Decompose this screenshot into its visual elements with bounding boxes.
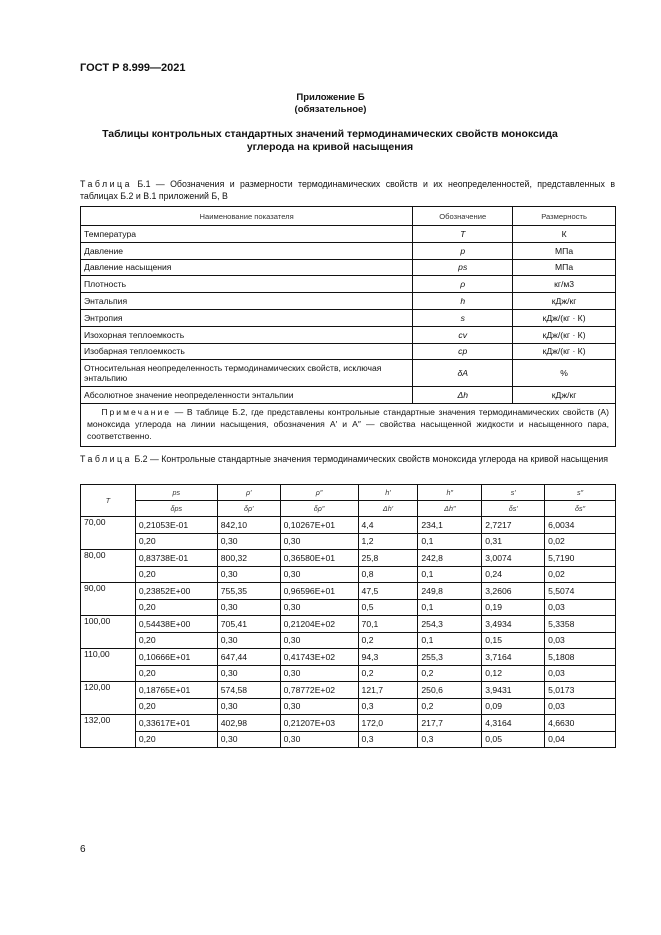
table-row bbox=[81, 293, 616, 310]
t2-cell-value: 4,4 bbox=[358, 517, 418, 534]
t2-cell-uncertainty: 0,30 bbox=[280, 731, 358, 748]
t1-cell-name: Давление bbox=[81, 242, 413, 259]
t1-cell-name: Относительная неопределенность термодинамических свойств, исключая энтальпию bbox=[81, 360, 413, 387]
t1-cell-name: Энтальпия bbox=[81, 293, 413, 310]
t2-cell-temperature: 100,00 bbox=[81, 616, 136, 649]
t2-cell-value: 5,5074 bbox=[545, 583, 616, 600]
table1-caption-text: Б.1 — Обозначения и размерности термодинамических свойств и их неопределенностей, представленных в таблицах Б.2 и В.1 приложений Б, В bbox=[80, 179, 615, 201]
t2-cell-value: 2,7217 bbox=[482, 517, 545, 534]
annex-status: (обязательное) bbox=[294, 104, 367, 115]
t2-cell-uncertainty: 0,3 bbox=[358, 731, 418, 748]
t2-header-uncertainty: Δh″ bbox=[418, 501, 482, 517]
t2-cell-value: 5,7190 bbox=[545, 550, 616, 567]
table-row bbox=[81, 259, 616, 276]
t2-cell-uncertainty: 0,03 bbox=[545, 599, 616, 616]
t1-cell-unit: кДж/(кг · К) bbox=[513, 309, 616, 326]
table-row bbox=[81, 360, 616, 387]
t2-cell-uncertainty: 0,02 bbox=[545, 566, 616, 583]
t2-cell-temperature: 120,00 bbox=[81, 682, 136, 715]
t2-cell-value: 705,41 bbox=[217, 616, 280, 633]
t1-cell-symbol: Δh bbox=[413, 387, 513, 404]
t2-cell-uncertainty: 0,30 bbox=[217, 632, 280, 649]
t2-cell-value: 4,3164 bbox=[482, 715, 545, 732]
t2-cell-uncertainty: 0,20 bbox=[135, 566, 217, 583]
table-row bbox=[81, 387, 616, 404]
t2-cell-value: 0,18765E+01 bbox=[135, 682, 217, 699]
t2-cell-uncertainty: 0,30 bbox=[217, 665, 280, 682]
t2-cell-value: 402,98 bbox=[217, 715, 280, 732]
t2-cell-uncertainty: 0,2 bbox=[358, 632, 418, 649]
saturation-table bbox=[80, 484, 616, 748]
t2-cell-value: 3,9431 bbox=[482, 682, 545, 699]
table-row bbox=[81, 599, 616, 616]
table-row bbox=[81, 649, 616, 666]
t2-cell-temperature: 80,00 bbox=[81, 550, 136, 583]
t2-cell-value: 0,96596E+01 bbox=[280, 583, 358, 600]
table-row bbox=[81, 550, 616, 567]
t2-cell-uncertainty: 0,3 bbox=[418, 731, 482, 748]
table-row bbox=[81, 517, 616, 534]
table-row bbox=[81, 226, 616, 243]
t2-cell-temperature: 110,00 bbox=[81, 649, 136, 682]
t2-cell-value: 4,6630 bbox=[545, 715, 616, 732]
t2-cell-uncertainty: 0,1 bbox=[418, 599, 482, 616]
table-row bbox=[81, 242, 616, 259]
t2-header-value: s″ bbox=[545, 485, 616, 501]
table-row bbox=[81, 698, 616, 715]
section-title: Таблицы контрольных стандартных значений термодинамических свойств моноксида углерода на кривой насыщения bbox=[102, 128, 558, 153]
t2-cell-value: 0,10267E+01 bbox=[280, 517, 358, 534]
t2-cell-uncertainty: 0,24 bbox=[482, 566, 545, 583]
t1-cell-unit: кДж/(кг · К) bbox=[513, 326, 616, 343]
t2-header-value: ps bbox=[135, 485, 217, 501]
t1-cell-unit: кДж/кг bbox=[513, 387, 616, 404]
t1-body bbox=[81, 226, 616, 447]
t2-cell-value: 755,35 bbox=[217, 583, 280, 600]
table2-caption bbox=[80, 453, 615, 465]
t2-cell-value: 5,0173 bbox=[545, 682, 616, 699]
t2-cell-temperature: 132,00 bbox=[81, 715, 136, 748]
annex-title: Приложение Б bbox=[296, 92, 365, 103]
t2-cell-uncertainty: 0,20 bbox=[135, 533, 217, 550]
t1-cell-symbol: cv bbox=[413, 326, 513, 343]
t2-cell-value: 121,7 bbox=[358, 682, 418, 699]
t2-cell-value: 842,10 bbox=[217, 517, 280, 534]
t2-cell-uncertainty: 0,3 bbox=[358, 698, 418, 715]
table-row bbox=[81, 276, 616, 293]
t2-cell-uncertainty: 0,2 bbox=[418, 665, 482, 682]
t2-header-uncertainty: δρ′ bbox=[217, 501, 280, 517]
t1-cell-unit: % bbox=[513, 360, 616, 387]
t2-cell-value: 234,1 bbox=[418, 517, 482, 534]
t2-header-value: ρ′ bbox=[217, 485, 280, 501]
t2-cell-uncertainty: 0,03 bbox=[545, 665, 616, 682]
t2-cell-uncertainty: 0,20 bbox=[135, 632, 217, 649]
t2-cell-uncertainty: 0,20 bbox=[135, 599, 217, 616]
table-row bbox=[81, 731, 616, 748]
t2-cell-uncertainty: 1,2 bbox=[358, 533, 418, 550]
t2-cell-uncertainty: 0,2 bbox=[358, 665, 418, 682]
table1-caption-label: Таблица bbox=[80, 179, 132, 189]
t2-cell-value: 217,7 bbox=[418, 715, 482, 732]
t1-header-symbol: Обозначение bbox=[413, 207, 513, 226]
t2-cell-uncertainty: 0,30 bbox=[280, 698, 358, 715]
t2-cell-value: 0,83738E-01 bbox=[135, 550, 217, 567]
t2-cell-value: 3,7164 bbox=[482, 649, 545, 666]
t2-cell-uncertainty: 0,02 bbox=[545, 533, 616, 550]
t1-cell-name: Изобарная теплоемкость bbox=[81, 343, 413, 360]
t1-cell-symbol: s bbox=[413, 309, 513, 326]
t1-cell-name: Температура bbox=[81, 226, 413, 243]
t2-cell-value: 0,78772E+02 bbox=[280, 682, 358, 699]
t1-note-row bbox=[81, 404, 616, 447]
t2-header-uncertainty: δs″ bbox=[545, 501, 616, 517]
table-row bbox=[81, 616, 616, 633]
table-row bbox=[81, 343, 616, 360]
t1-cell-unit: кДж/кг bbox=[513, 293, 616, 310]
table-row bbox=[81, 583, 616, 600]
t1-cell-symbol: δA bbox=[413, 360, 513, 387]
t2-cell-uncertainty: 0,19 bbox=[482, 599, 545, 616]
t2-cell-value: 0,21053E-01 bbox=[135, 517, 217, 534]
t2-cell-value: 25,8 bbox=[358, 550, 418, 567]
t2-cell-uncertainty: 0,1 bbox=[418, 632, 482, 649]
t2-cell-uncertainty: 0,30 bbox=[217, 566, 280, 583]
t1-cell-symbol: p bbox=[413, 242, 513, 259]
t2-header-row bbox=[81, 485, 616, 501]
t2-cell-uncertainty: 0,1 bbox=[418, 533, 482, 550]
t2-cell-uncertainty: 0,12 bbox=[482, 665, 545, 682]
t1-cell-unit: кДж/(кг · К) bbox=[513, 343, 616, 360]
t2-body bbox=[81, 517, 616, 748]
t2-cell-value: 254,3 bbox=[418, 616, 482, 633]
t2-header-value: s′ bbox=[482, 485, 545, 501]
table-row bbox=[81, 715, 616, 732]
note-text: — В таблице Б.2, где представлены контрольные стандартные значения термодинамических свойств (A) моноксида углерода на линии насыщения, обозначения A′ и A″ — свойства насыщенной жидкости и насыщенного пара, соответственно. bbox=[87, 407, 609, 442]
t2-cell-value: 47,5 bbox=[358, 583, 418, 600]
t2-cell-value: 172,0 bbox=[358, 715, 418, 732]
t2-cell-uncertainty: 0,09 bbox=[482, 698, 545, 715]
t2-cell-value: 0,10666E+01 bbox=[135, 649, 217, 666]
t2-cell-value: 5,1808 bbox=[545, 649, 616, 666]
t1-cell-unit: МПа bbox=[513, 259, 616, 276]
t2-cell-value: 3,0074 bbox=[482, 550, 545, 567]
t2-header-uncertainty: Δh′ bbox=[358, 501, 418, 517]
t2-cell-value: 647,44 bbox=[217, 649, 280, 666]
t2-cell-value: 0,41743E+02 bbox=[280, 649, 358, 666]
t2-cell-uncertainty: 0,20 bbox=[135, 665, 217, 682]
t2-head bbox=[81, 485, 616, 517]
t2-cell-uncertainty: 0,04 bbox=[545, 731, 616, 748]
table-row bbox=[81, 566, 616, 583]
symbols-table bbox=[80, 206, 616, 447]
t1-cell-symbol: h bbox=[413, 293, 513, 310]
t2-cell-value: 94,3 bbox=[358, 649, 418, 666]
t2-cell-uncertainty: 0,20 bbox=[135, 698, 217, 715]
table-row bbox=[81, 665, 616, 682]
t2-cell-value: 6,0034 bbox=[545, 517, 616, 534]
t2-cell-uncertainty: 0,30 bbox=[280, 533, 358, 550]
note-label: Примечание bbox=[101, 407, 172, 418]
t1-cell-unit: МПа bbox=[513, 242, 616, 259]
t2-cell-value: 0,21204E+02 bbox=[280, 616, 358, 633]
t2-cell-value: 0,54438E+00 bbox=[135, 616, 217, 633]
t2-cell-value: 242,8 bbox=[418, 550, 482, 567]
t2-cell-temperature: 90,00 bbox=[81, 583, 136, 616]
t1-cell-symbol: cp bbox=[413, 343, 513, 360]
t2-cell-value: 5,3358 bbox=[545, 616, 616, 633]
t2-cell-value: 574,58 bbox=[217, 682, 280, 699]
t2-cell-uncertainty: 0,30 bbox=[280, 566, 358, 583]
document-header: ГОСТ Р 8.999—2021 bbox=[80, 62, 186, 74]
t2-header-uncertainty: δps bbox=[135, 501, 217, 517]
t2-cell-value: 250,6 bbox=[418, 682, 482, 699]
t2-cell-uncertainty: 0,30 bbox=[217, 533, 280, 550]
t2-cell-uncertainty: 0,8 bbox=[358, 566, 418, 583]
t2-cell-uncertainty: 0,30 bbox=[280, 632, 358, 649]
t2-cell-value: 3,4934 bbox=[482, 616, 545, 633]
t2-cell-uncertainty: 0,30 bbox=[280, 599, 358, 616]
t2-cell-uncertainty: 0,20 bbox=[135, 731, 217, 748]
t2-header-value: h″ bbox=[418, 485, 482, 501]
t2-cell-uncertainty: 0,5 bbox=[358, 599, 418, 616]
t2-header-uncertainty: δρ″ bbox=[280, 501, 358, 517]
t2-cell-uncertainty: 0,31 bbox=[482, 533, 545, 550]
t1-header-unit: Размерность bbox=[513, 207, 616, 226]
table2-caption-text: Б.2 — Контрольные стандартные значения термодинамических свойств моноксида углерода на кривой насыщения bbox=[134, 454, 609, 464]
t1-cell-name: Энтропия bbox=[81, 309, 413, 326]
t2-header-uncertainty: δs′ bbox=[482, 501, 545, 517]
t2-header-T: T bbox=[81, 485, 136, 517]
t2-cell-uncertainty: 0,1 bbox=[418, 566, 482, 583]
t2-cell-uncertainty: 0,2 bbox=[418, 698, 482, 715]
t2-cell-value: 249,8 bbox=[418, 583, 482, 600]
t2-cell-value: 255,3 bbox=[418, 649, 482, 666]
t2-cell-uncertainty: 0,30 bbox=[217, 599, 280, 616]
t2-cell-uncertainty: 0,30 bbox=[217, 698, 280, 715]
t1-cell-name: Давление насыщения bbox=[81, 259, 413, 276]
t2-cell-uncertainty: 0,03 bbox=[545, 698, 616, 715]
t2-header-value: ρ″ bbox=[280, 485, 358, 501]
t2-cell-value: 3,2606 bbox=[482, 583, 545, 600]
t2-cell-value: 800,32 bbox=[217, 550, 280, 567]
t2-cell-uncertainty: 0,30 bbox=[280, 665, 358, 682]
t2-cell-value: 0,36580E+01 bbox=[280, 550, 358, 567]
t2-cell-temperature: 70,00 bbox=[81, 517, 136, 550]
table1-caption bbox=[80, 178, 615, 202]
t1-cell-name: Абсолютное значение неопределенности энтальпии bbox=[81, 387, 413, 404]
t1-cell-symbol: T bbox=[413, 226, 513, 243]
t1-cell-name: Плотность bbox=[81, 276, 413, 293]
t1-cell-symbol: ps bbox=[413, 259, 513, 276]
table-row bbox=[81, 326, 616, 343]
t1-cell-name: Изохорная теплоемкость bbox=[81, 326, 413, 343]
t1-cell-unit: К bbox=[513, 226, 616, 243]
t1-cell-unit: кг/м3 bbox=[513, 276, 616, 293]
table-row bbox=[81, 632, 616, 649]
t2-cell-uncertainty: 0,05 bbox=[482, 731, 545, 748]
t1-header-name: Наименование показателя bbox=[81, 207, 413, 226]
t2-header-row bbox=[81, 501, 616, 517]
page-number: 6 bbox=[80, 844, 86, 855]
table-row bbox=[81, 682, 616, 699]
t1-cell-symbol: ρ bbox=[413, 276, 513, 293]
t2-cell-uncertainty: 0,30 bbox=[217, 731, 280, 748]
t2-cell-value: 0,33617E+01 bbox=[135, 715, 217, 732]
t2-header-value: h′ bbox=[358, 485, 418, 501]
table-row bbox=[81, 533, 616, 550]
table-row bbox=[81, 309, 616, 326]
table-note bbox=[81, 404, 616, 447]
t2-cell-uncertainty: 0,15 bbox=[482, 632, 545, 649]
t2-cell-value: 70,1 bbox=[358, 616, 418, 633]
t2-cell-value: 0,21207E+03 bbox=[280, 715, 358, 732]
table2-caption-label: Таблица bbox=[80, 454, 132, 464]
t2-cell-value: 0,23852E+00 bbox=[135, 583, 217, 600]
t2-cell-uncertainty: 0,03 bbox=[545, 632, 616, 649]
